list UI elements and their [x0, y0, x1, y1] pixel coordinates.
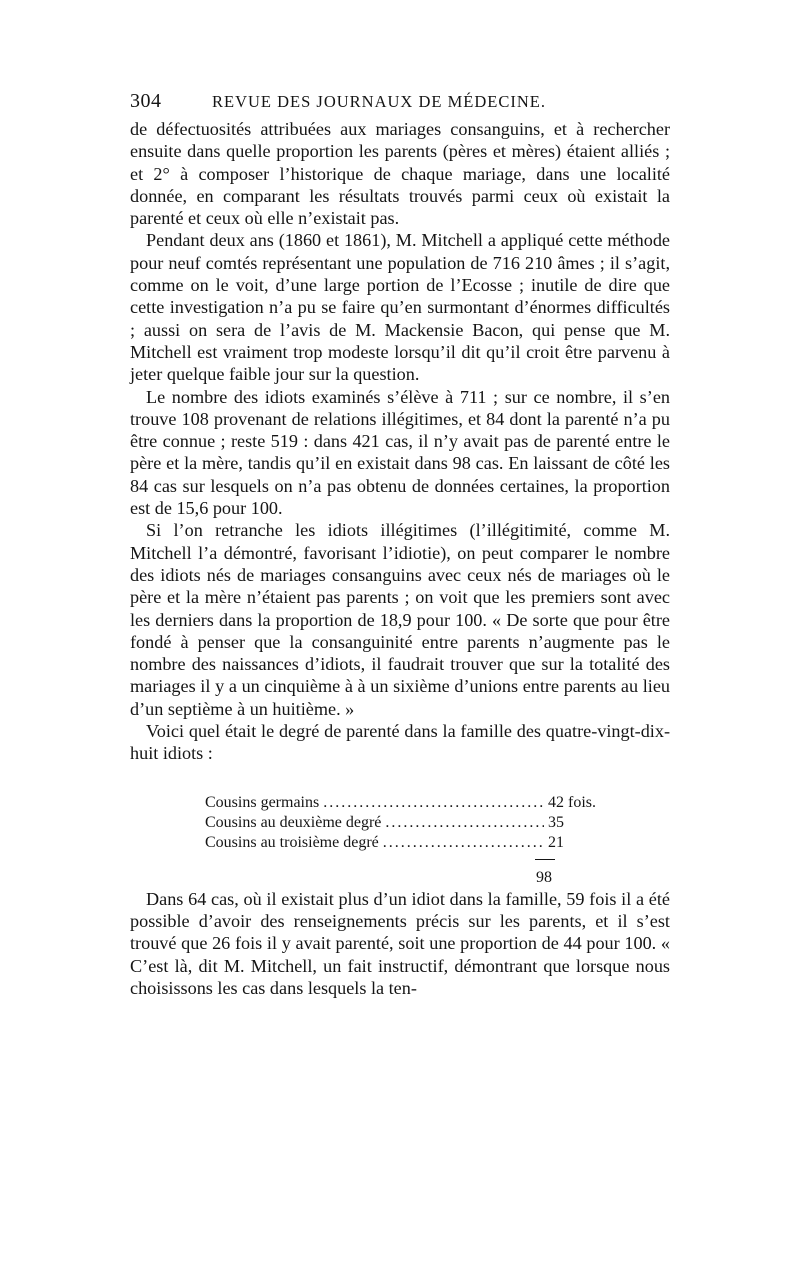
- dot-leader: [385, 813, 544, 833]
- page-number: 304: [130, 90, 162, 112]
- row-value: 35: [548, 813, 564, 831]
- dot-leader: [383, 833, 544, 853]
- paragraph-5: Voici quel était le degré de parenté dans la famille des quatre-vingt-dix-huit idiots :: [130, 721, 670, 764]
- page-header: [130, 90, 670, 118]
- table-row: [205, 793, 600, 813]
- table-total: 98: [536, 868, 552, 886]
- row-value: 21: [548, 833, 564, 851]
- table-row: [205, 833, 600, 853]
- table-row: [205, 813, 600, 833]
- paragraph-2: Pendant deux ans (1860 et 1861), M. Mitchell a appliqué cette méthode pour neuf comtés représentant une population de 716 210 âmes ; il s’agit, comme on le voit, d’une large portion de l’Ecosse ; inutile de dire que cette investigation n’a pu se faire qu’en surmontant d’énormes difficultés ; aussi on sera de l’avis de M. Mackensie Bacon, qui pense que M. Mitchell est vraiment trop modeste lorsqu’il dit qu’il croit être parvenu à jeter quelque faible jour sur la question.: [130, 230, 670, 385]
- paragraph-1: de défectuosités attribuées aux mariages consanguins, et à rechercher ensuite dans quelle proportion les parents (pères et mères) étaient alliés ; et 2° à composer l’historique de chaque mariage, dans une localité donnée, en comparant les résultats trouvés parmi ceux où existait la parenté et ceux où elle n’existait pas.: [130, 119, 670, 229]
- row-label: Cousins au deuxième degré: [205, 813, 382, 831]
- paragraph-6: Dans 64 cas, où il existait plus d’un idiot dans la famille, 59 fois il a été possible d’avoir des renseignements précis sur les parents, et il s’est trouvé que 26 fois il y avait parenté, soit une proportion de 44 pour 100. « C’est là, dit M. Mitchell, un fait instructif, démontrant que lorsque nous choisissons les cas dans lesquels la ten-: [130, 888, 670, 998]
- row-value: 42 fois.: [548, 793, 596, 811]
- row-label: Cousins au troisième degré: [205, 833, 379, 851]
- sum-rule: [535, 859, 555, 860]
- book-page: [130, 90, 670, 999]
- dot-leader: [323, 793, 544, 813]
- running-title: REVUE DES JOURNAUX DE MÉDECINE.: [212, 92, 546, 111]
- paragraph-3: Le nombre des idiots examinés s’élève à 711 ; sur ce nombre, il s’en trouve 108 provenant de relations illégitimes, et 84 dont la parenté n’a pu être connue ; reste 519 : dans 421 cas, il n’y avait pas de parenté entre le père et la mère, tandis qu’il en existait dans 98 cas. En laissant de côté les 84 cas sur lesquels on n’a pas obtenu de données certaines, la proportion est de 15,6 pour 100.: [130, 386, 670, 519]
- paragraph-4: Si l’on retranche les idiots illégitimes (l’illégitimité, comme M. Mitchell l’a démontré, favorisant l’idiotie), on peut comparer le nombre des idiots nés de mariages consanguins avec ceux nés de mariages où le père et la mère n’étaient pas parents ; on voit que les premiers sont avec les derniers dans la proportion de 18,9 pour 100. « De sorte que pour être fondé à penser que la consanguinité entre parents n’augmente pas le nombre des naissances d’idiots, il faudrait trouver que sur la totalité des mariages il y a un cinquième à à un sixième d’unions entre parents au lieu d’un septième à un huitième. »: [130, 520, 670, 719]
- kinship-table: [205, 793, 600, 888]
- page-body: [130, 118, 670, 999]
- row-label: Cousins germains: [205, 793, 320, 811]
